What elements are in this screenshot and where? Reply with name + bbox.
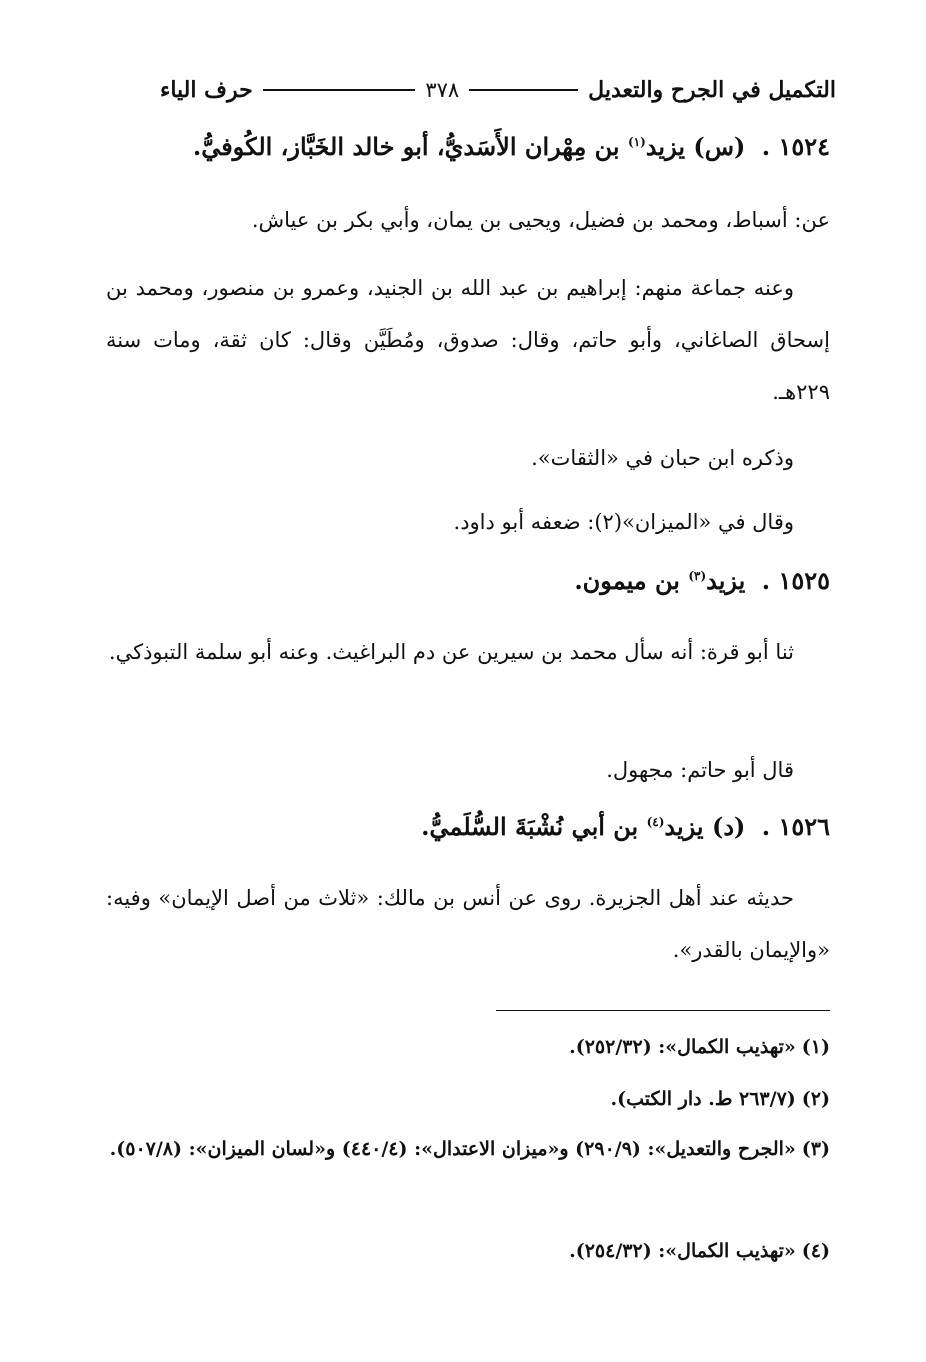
footnote [100, 1024, 830, 1070]
entry-number: ١٥٢٥ . [761, 566, 830, 595]
entry-paragraph: قال أبو حاتم: مجهول. [606, 758, 794, 782]
entry-name-rest: بن مِهْران الأَسَديُّ، أبو خالد الخَبَّاز، الكُوفيُّ. [192, 132, 620, 161]
entry-heading [421, 812, 830, 841]
footnote-ref: (٣) [688, 569, 707, 583]
footnote-label: (٢) [801, 1088, 830, 1110]
footnote [100, 1126, 830, 1172]
footnote-text: «الجرح والتعديل»: (٢٩٠/٩) و«ميزان الاعتدال»: (٤٤٠/٤) و«لسان الميزان»: (٥٠٧/٨). [109, 1138, 796, 1160]
footnote-ref: (٤) [646, 815, 665, 829]
entry-paragraph: ثنا أبو قرة: أنه سأل محمد بن سيرين عن دم البراغيث. وعنه أبو سلمة التبوذكي. [108, 640, 794, 664]
entry-name: (د) يزيد [664, 812, 746, 841]
footnote-separator [496, 1010, 830, 1011]
entry-paragraph: وقال في «الميزان»(٢): ضعفه أبو داود. [453, 510, 794, 534]
header-rule [263, 89, 416, 91]
footnote [100, 1076, 830, 1122]
entry-heading [574, 566, 830, 595]
entry-name-rest: بن أبي نُشْبَةَ السُّلَميُّ. [421, 812, 639, 841]
entry-paragraph: وعنه جماعة منهم: إبراهيم بن عبد الله بن الجنيد، وعمرو بن منصور، ومحمد بن إسحاق الصاغاني، وأبو حاتم، وقال: صدوق، ومُطَيَّن وقال: كان ثقة، ومات سنة ٢٢٩هـ. [106, 276, 830, 404]
page-number: ٣٧٨ [425, 78, 460, 102]
running-header [160, 70, 836, 110]
entry-name: يزيد [706, 566, 746, 595]
entry-name: (س) يزيد [645, 132, 746, 161]
entry-name-rest: بن ميمون. [574, 566, 680, 595]
footnote [100, 1228, 830, 1274]
entry-paragraph: وذكره ابن حبان في «الثقات». [531, 446, 794, 470]
footnote-ref: (١) [627, 135, 646, 149]
footnote-text: (٢٦٣/٧ ط. دار الكتب). [610, 1088, 796, 1110]
entry-number: ١٥٢٦ . [761, 812, 830, 841]
footnote-label: (٤) [801, 1240, 830, 1262]
book-title: التكميل في الجرح والتعديل [588, 77, 836, 103]
footnote-label: (١) [801, 1036, 830, 1058]
entry-paragraph: عن: أسباط، ومحمد بن فضيل، ويحيى بن يمان، وأبي بكر بن عياش. [251, 208, 830, 232]
header-rule [469, 89, 578, 91]
footnote-text: «تهذيب الكمال»: (٢٥٢/٣٢). [569, 1036, 796, 1058]
entry-paragraph: حديثه عند أهل الجزيرة. روى عن أنس بن مالك: «ثلاث من أصل الإيمان» وفيه: «والإيمان بالقدر». [106, 886, 830, 962]
section-title: حرف الياء [160, 77, 253, 103]
footnote-text: «تهذيب الكمال»: (٢٥٤/٣٢). [569, 1240, 796, 1262]
footnote-label: (٣) [801, 1138, 830, 1160]
entry-number: ١٥٢٤ . [761, 132, 830, 161]
entry-heading [193, 132, 830, 161]
